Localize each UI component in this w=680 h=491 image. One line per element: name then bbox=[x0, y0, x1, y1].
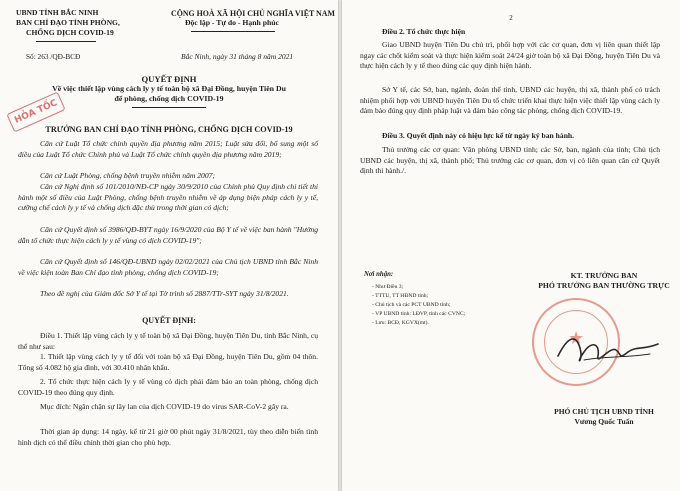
legal-basis-1: Căn cứ Luật Tổ chức chính quyền địa phương năm 2015; Luật sửa đổi, bổ sung một số điều của Luật Tổ chức Chính phủ và Luật Tổ chức chính quyền địa phương năm 2019; bbox=[18, 139, 318, 159]
article-1: Điều 1. Thiết lập vùng cách ly y tế toàn bộ xã Đại Đồng, huyện Tiên Du, tỉnh Bắc Ninh, cụ thể như sau: bbox=[18, 331, 318, 351]
legal-basis-6: Theo đề nghị của Giám đốc Sở Y tế tại Tờ trình số 2887/TTr-SYT ngày 31/8/2021. bbox=[40, 289, 289, 298]
decide-heading: QUYẾT ĐỊNH: bbox=[142, 316, 196, 325]
handwritten-signature bbox=[554, 326, 664, 372]
subject-underline bbox=[132, 107, 206, 108]
legal-basis-3: Căn cứ Nghị định số 101/2010/NĐ-CP ngày 30/9/2010 của Chính phủ Quy định chi tiết thi hành một số điều của Luật Phòng, chống bệnh truyền nhiễm về áp dụng biện pháp cách ly y tế, cưỡng chế cách ly y tế và chống dịch đặc thù trong thời gian có dịch; bbox=[18, 182, 318, 213]
national-title: CỘNG HOÀ XÃ HỘI CHỦ NGHĨA VIỆT NAM bbox=[171, 9, 335, 18]
issuer-underline bbox=[36, 41, 96, 42]
document-number: Số: 263 /QĐ-BCĐ bbox=[26, 52, 81, 61]
document-page-1 bbox=[0, 0, 338, 491]
timeframe: Thời gian áp dụng: 14 ngày, kể từ 21 giờ 00 phút ngày 31/8/2021, tùy theo diễn biến tình hình dịch có thể điều chỉnh thời gian cho phù hợp. bbox=[18, 427, 318, 447]
article-3: Điều 3. Quyết định này có hiệu lực kể từ ngày ký ban hành. bbox=[382, 131, 575, 140]
document-page-2 bbox=[342, 0, 680, 491]
national-motto: Độc lập - Tự do - Hạnh phúc bbox=[185, 18, 279, 27]
place-date: Bắc Ninh, ngày 31 tháng 8 năm 2021 bbox=[181, 52, 294, 61]
article-2-heading: Điều 2. Tổ chức thực hiện bbox=[382, 27, 466, 36]
signer-title: PHÓ CHỦ TỊCH UBND TỈNH bbox=[554, 407, 654, 416]
article-2-paragraph-2: Sở Y tế, các Sở, ban, ngành, đoàn thể tỉnh, UBND các huyện, thị xã, thành phố có trách nhiệm phối hợp với UBND huyện Tiên Du tổ chức triển khai thực hiện việc thiết lập vùng cách ly đảm bảo đúng quy định pháp luật và đảm bảo công tác phòng, chống dịch COVID-19. bbox=[360, 85, 660, 116]
recipient-item: - Chủ tịch và các PCT UBND tỉnh; bbox=[372, 302, 451, 308]
issuer-line-1: UBND TỈNH BẮC NINH bbox=[16, 8, 99, 17]
motto-underline bbox=[191, 31, 275, 32]
recipients-heading: Nơi nhận: bbox=[364, 271, 394, 278]
seal-star-icon: ★ bbox=[568, 328, 585, 349]
decision-title: QUYẾT ĐỊNH bbox=[141, 74, 197, 84]
article-1-item-1: 1. Thiết lập vùng cách ly y tế đối với toàn bộ xã Đại Đồng, huyện Tiên Du, gồm 04 thôn. Tổng số 4.082 hộ gia đình, với 30.410 nhân khẩu. bbox=[18, 352, 318, 372]
recipient-item: - Như Điều 3; bbox=[372, 284, 404, 290]
purpose: Mục đích: Ngăn chặn sự lây lan của dịch COVID-19 do virus SAR-CoV-2 gây ra. bbox=[40, 402, 289, 411]
article-1-item-2: 2. Tổ chức thực hiện cách ly y tế vùng có dịch phải đảm bảo an toàn phòng, chống dịch COVID-19 theo đúng quy định. bbox=[18, 377, 318, 397]
committee-heading: TRƯỞNG BAN CHỈ ĐẠO TỈNH PHÒNG, CHỐNG DỊCH COVID-19 bbox=[45, 125, 293, 134]
recipient-item: - VP UBND tỉnh: LĐVP, tỉnh các CVNC; bbox=[372, 311, 466, 317]
legal-basis-4: Căn cứ Quyết định số 3986/QĐ-BYT ngày 16/9/2020 của Bộ Y tế về việc ban hành "Hướng dẫn tổ chức thực hiện cách ly y tế vùng có dịch COVID-19"; bbox=[18, 225, 318, 245]
recipient-item: - TTTU, TT HĐND tỉnh; bbox=[372, 293, 429, 299]
issuer-line-2: BAN CHỈ ĐẠO TỈNH PHÒNG, bbox=[16, 18, 120, 27]
signature-title-2: PHÓ TRƯỞNG BAN THƯỜNG TRỰC bbox=[538, 281, 670, 290]
legal-basis-5: Căn cứ Quyết định số 146/QĐ-UBND ngày 02/02/2021 của Chủ tịch UBND tỉnh Bắc Ninh về việc kiện toàn Ban Chỉ đạo tỉnh phòng, chống dịch COVID-19; bbox=[18, 257, 318, 277]
urgent-stamp: HỎA TỐC bbox=[6, 91, 65, 132]
article-2-paragraph-1: Giao UBND huyện Tiên Du chủ trì, phối hợp với các cơ quan, đơn vị liên quan thiết lập ngay các chốt kiểm soát và thực hiện kiểm soát 24/24 giờ toàn bộ xã Đại Đồng, huyện Tiên Du và thực hiện cách ly y tế theo đúng các quy định hiện hành. bbox=[360, 40, 660, 71]
issuer-line-3: CHỐNG DỊCH COVID-19 bbox=[26, 28, 114, 37]
legal-basis-2: Căn cứ Luật Phòng, chống bệnh truyền nhiễm năm 2007; bbox=[40, 171, 215, 180]
article-3-paragraph: Thủ trưởng các cơ quan: Văn phòng UBND tỉnh; các Sở, ban, ngành của tỉnh; Chủ tịch UBND các huyện, thị xã, thành phố; Thủ trưởng các cơ quan, đơn vị có liên quan căn cứ Quyết định thi hành./. bbox=[360, 145, 660, 176]
signature-title-1: KT. TRƯỞNG BAN bbox=[570, 271, 638, 280]
page-number: 2 bbox=[509, 14, 513, 22]
signer-name: Vương Quốc Tuấn bbox=[574, 417, 634, 426]
decision-subject-line-1: Về việc thiết lập vùng cách ly y tế toàn bộ xã Đại Đồng, huyện Tiên Du bbox=[52, 84, 286, 93]
decision-subject-line-2: để phòng, chống dịch COVID-19 bbox=[114, 94, 224, 103]
recipient-item: - Lưu: BCĐ, KGVX(mt). bbox=[372, 320, 429, 326]
